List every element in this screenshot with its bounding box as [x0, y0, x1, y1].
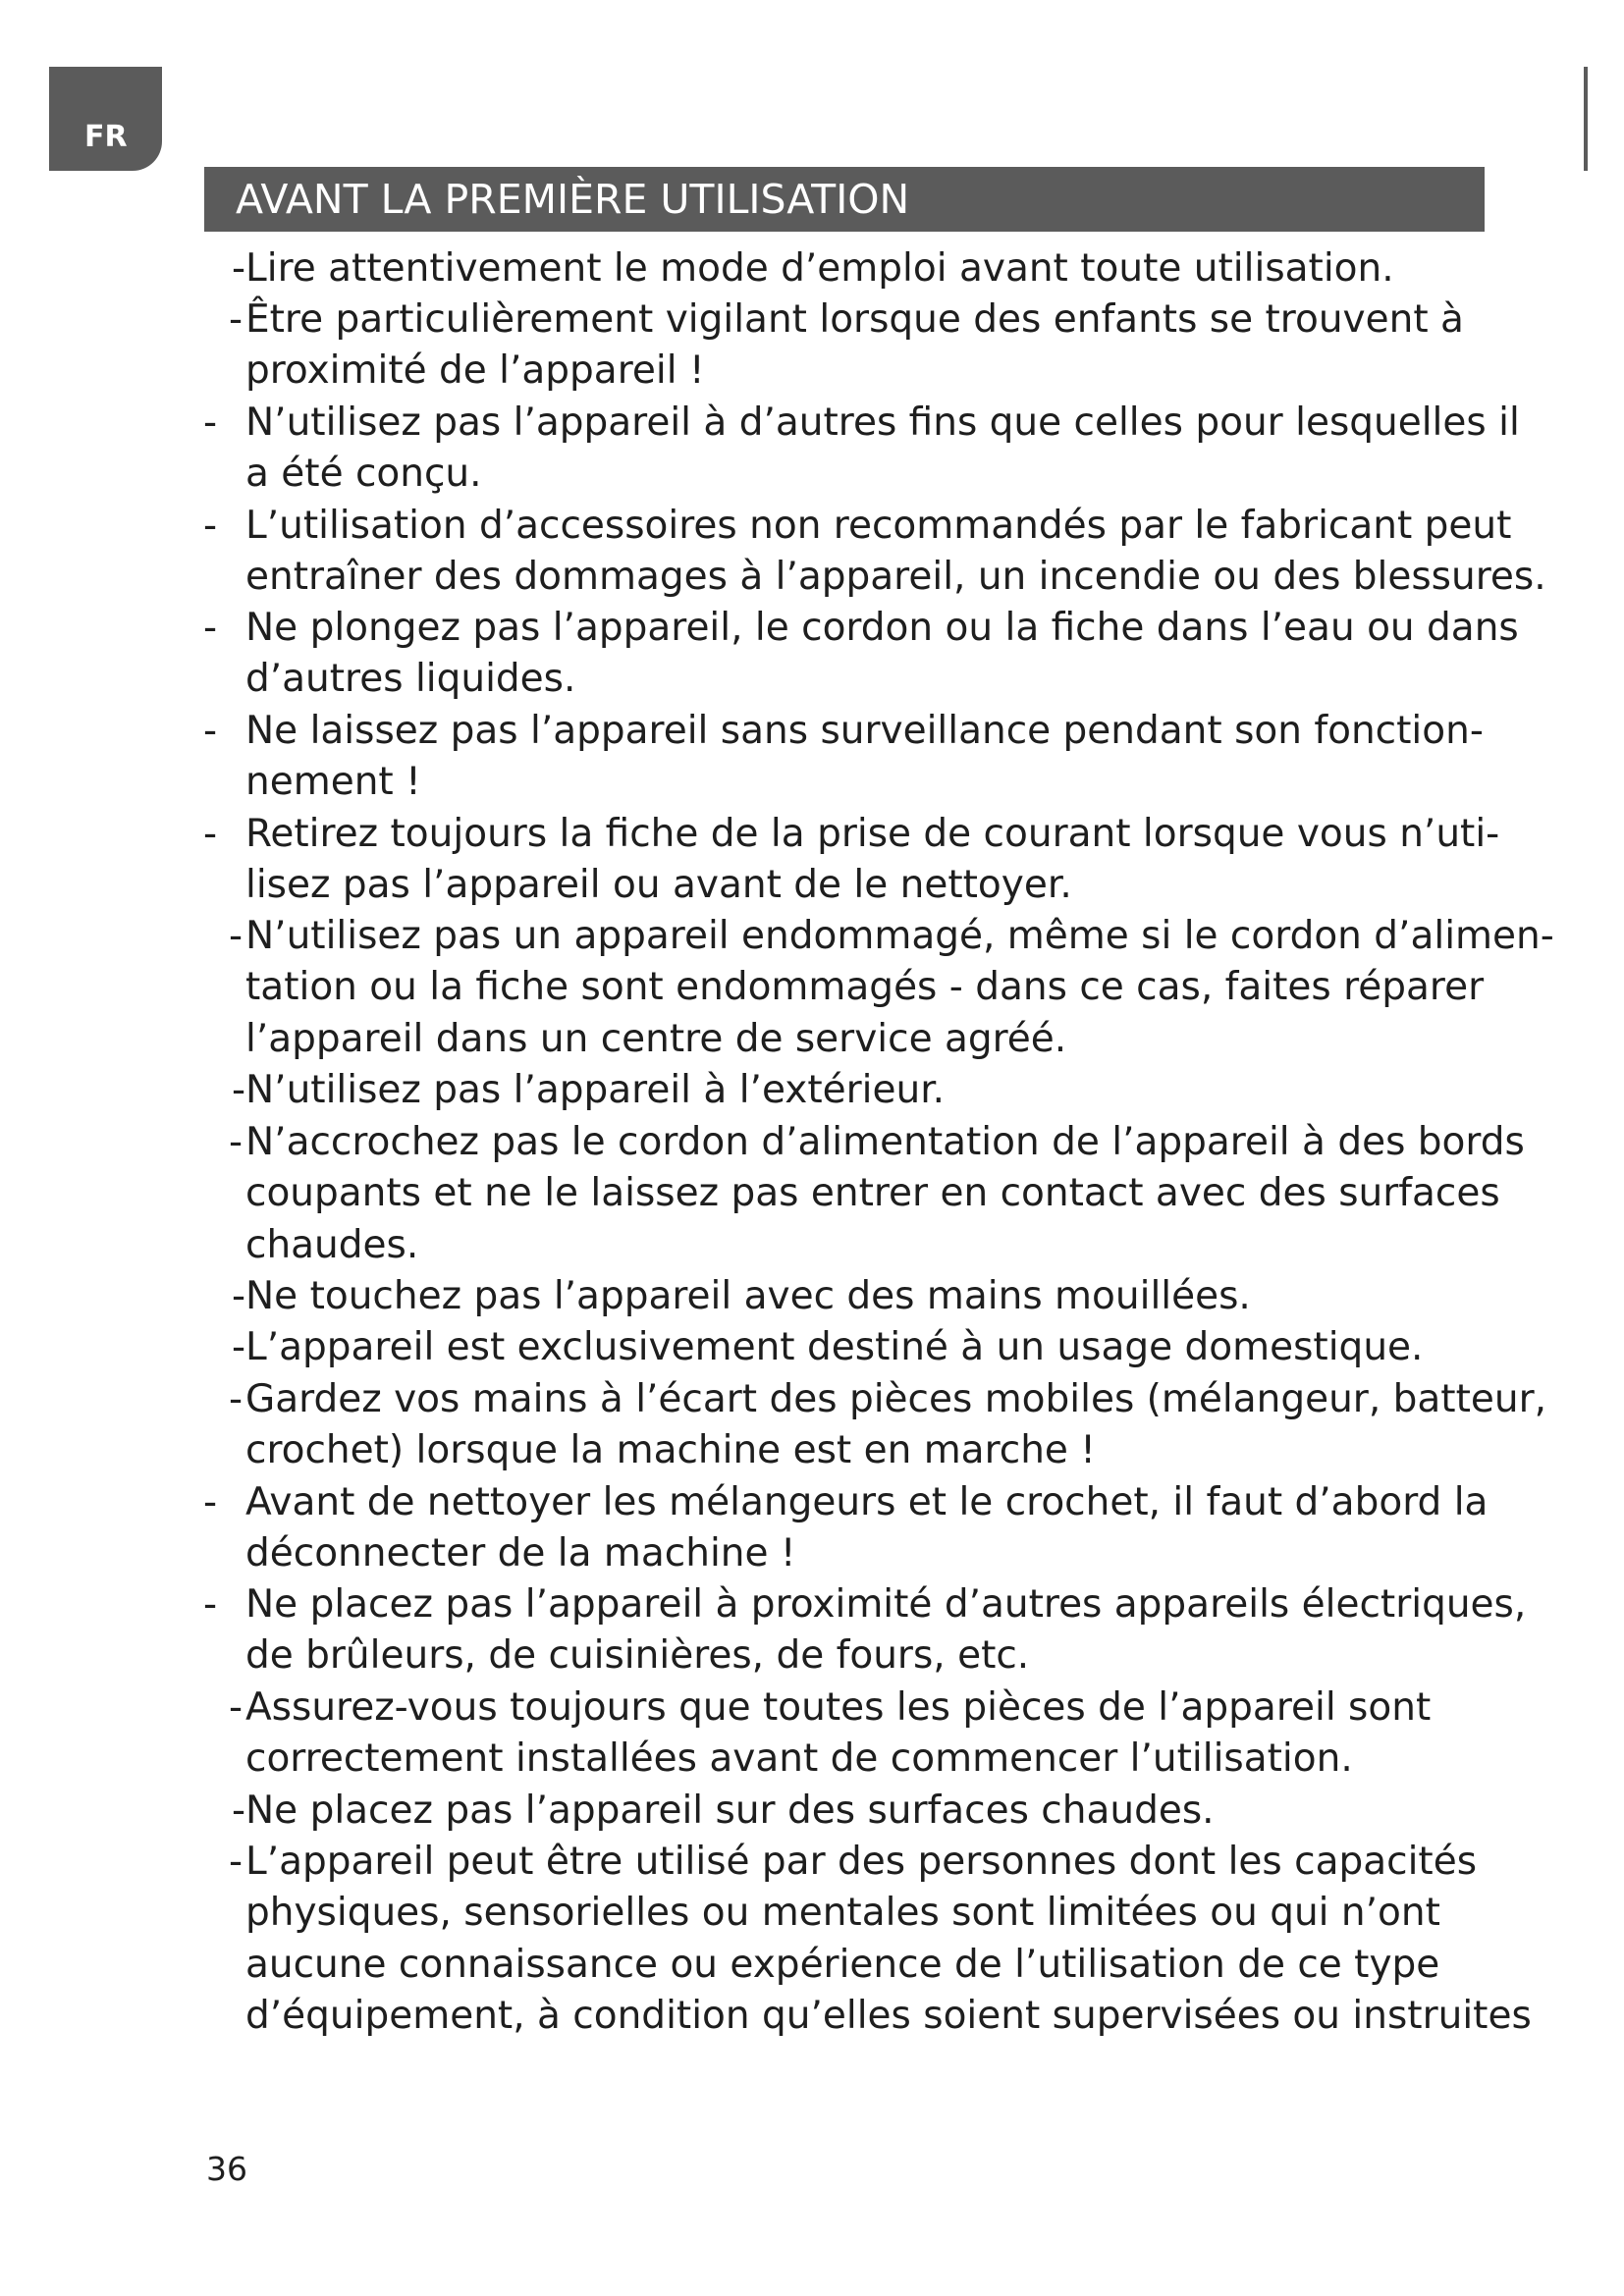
page-edge-rule [1584, 67, 1588, 171]
list-item-line: physiques, sensorielles ou mentales sont limitées ou qui n’ont [245, 1891, 1440, 1936]
bullet-dash: - [203, 400, 218, 445]
bullet-dash: - [203, 1480, 218, 1524]
bullet-dash: - [203, 1582, 218, 1627]
list-item-line: Ne touchez pas l’appareil avec des mains mouillées. [245, 1274, 1251, 1318]
list-item-line: correctement installées avant de commencer l’utilisation. [245, 1736, 1353, 1782]
list-item [203, 706, 1522, 809]
bullet-dash: - [203, 606, 218, 650]
list-item-line: aucune connaissance ou expérience de l’utilisation de ce type [245, 1942, 1440, 1987]
bullet-dash: - [232, 1789, 246, 1833]
list-item-line: Assurez-vous toujours que toutes les pièces de l’appareil sont [245, 1685, 1432, 1730]
list-item [229, 1682, 1522, 1786]
page-number: 36 [206, 2150, 247, 2188]
list-item-line: tation ou la fiche sont endommagés - dans ce cas, faites réparer [245, 965, 1485, 1010]
bullet-dash: - [229, 1685, 244, 1730]
list-item-line: Avant de nettoyer les mélangeurs et le crochet, il faut d’abord la [245, 1480, 1489, 1524]
bullet-dash: - [229, 1120, 244, 1164]
bullet-dash: - [229, 297, 244, 342]
list-item-line: Gardez vos mains à l’écart des pièces mobiles (mélangeur, batteur, [245, 1377, 1547, 1421]
bullet-dash: - [203, 504, 218, 548]
bullet-dash: - [232, 1068, 246, 1112]
list-item [232, 1322, 1522, 1373]
list-item [203, 501, 1546, 604]
list-item-line: proximité de l’appareil ! [245, 348, 705, 394]
list-item-line: N’utilisez pas l’appareil à d’autres fins que celles pour lesquelles il [245, 400, 1520, 445]
list-item-line: l’appareil dans un centre de service agréé. [245, 1016, 1067, 1061]
list-item-line: chaudes. [245, 1222, 419, 1267]
list-item [229, 1117, 1525, 1271]
list-item-line: nement ! [245, 760, 421, 805]
list-item [203, 398, 1522, 501]
list-item-line: Ne placez pas l’appareil à proximité d’autres appareils électriques, [245, 1582, 1527, 1627]
bullet-dash: - [229, 1840, 244, 1884]
list-item [229, 1374, 1547, 1477]
bullet-dash: - [203, 812, 218, 856]
list-item-line: de brûleurs, de cuisinières, de fours, etc. [245, 1633, 1030, 1679]
language-tab: FR [49, 67, 162, 171]
bullet-dash: - [232, 1274, 246, 1318]
bullet-dash: - [232, 1325, 246, 1369]
list-item-line: L’utilisation d’accessoires non recommandés par le fabricant peut [245, 504, 1512, 548]
list-item [203, 603, 1522, 706]
list-item [229, 911, 1554, 1065]
bullet-dash: - [229, 1377, 244, 1421]
list-item [203, 1477, 1522, 1580]
list-item-line: a été conçu. [245, 452, 482, 497]
list-item-line: déconnecter de la machine ! [245, 1531, 796, 1576]
bullet-dash: - [229, 914, 244, 958]
list-item [203, 809, 1522, 912]
section-title: AVANT LA PREMIÈRE UTILISATION [204, 167, 1485, 232]
list-item-line: d’équipement, à condition qu’elles soient supervisées ou instruites [245, 1993, 1532, 2038]
list-item-line: N’utilisez pas un appareil endommagé, même si le cordon d’alimen- [245, 914, 1554, 958]
list-item-line: Ne placez pas l’appareil sur des surfaces chaudes. [245, 1789, 1215, 1833]
list-item-line: d’autres liquides. [245, 657, 576, 702]
list-item-line: N’utilisez pas l’appareil à l’extérieur. [245, 1068, 946, 1112]
list-item-line: L’appareil est exclusivement destiné à un usage domestique. [245, 1325, 1424, 1369]
list-item-line: N’accrochez pas le cordon d’alimentation de l’appareil à des bords [245, 1120, 1525, 1164]
bullet-dash: - [232, 246, 246, 291]
list-item-line: Être particulièrement vigilant lorsque des enfants se trouvent à [245, 297, 1464, 342]
list-item-line: lisez pas l’appareil ou avant de le nettoyer. [245, 863, 1072, 908]
list-item [232, 243, 1522, 294]
list-item-line: Ne plongez pas l’appareil, le cordon ou la fiche dans l’eau ou dans [245, 606, 1519, 650]
list-item [229, 1837, 1532, 2042]
list-item [232, 1786, 1522, 1837]
bullet-dash: - [203, 709, 218, 753]
list-item-line: crochet) lorsque la machine est en marche ! [245, 1428, 1096, 1473]
list-item [232, 1065, 1522, 1116]
list-item [203, 1579, 1527, 1682]
list-item-line: L’appareil peut être utilisé par des personnes dont les capacités [245, 1840, 1478, 1884]
list-item-line: coupants et ne le laissez pas entrer en contact avec des surfaces [245, 1171, 1500, 1216]
list-item-line: Lire attentivement le mode d’emploi avant toute utilisation. [245, 246, 1394, 291]
list-item [229, 294, 1522, 398]
list-item [232, 1271, 1522, 1322]
list-item-line: Ne laissez pas l’appareil sans surveillance pendant son fonction- [245, 709, 1484, 753]
list-item-line: entraîner des dommages à l’appareil, un incendie ou des blessures. [245, 555, 1546, 600]
list-item-line: Retirez toujours la fiche de la prise de courant lorsque vous n’uti- [245, 812, 1500, 856]
